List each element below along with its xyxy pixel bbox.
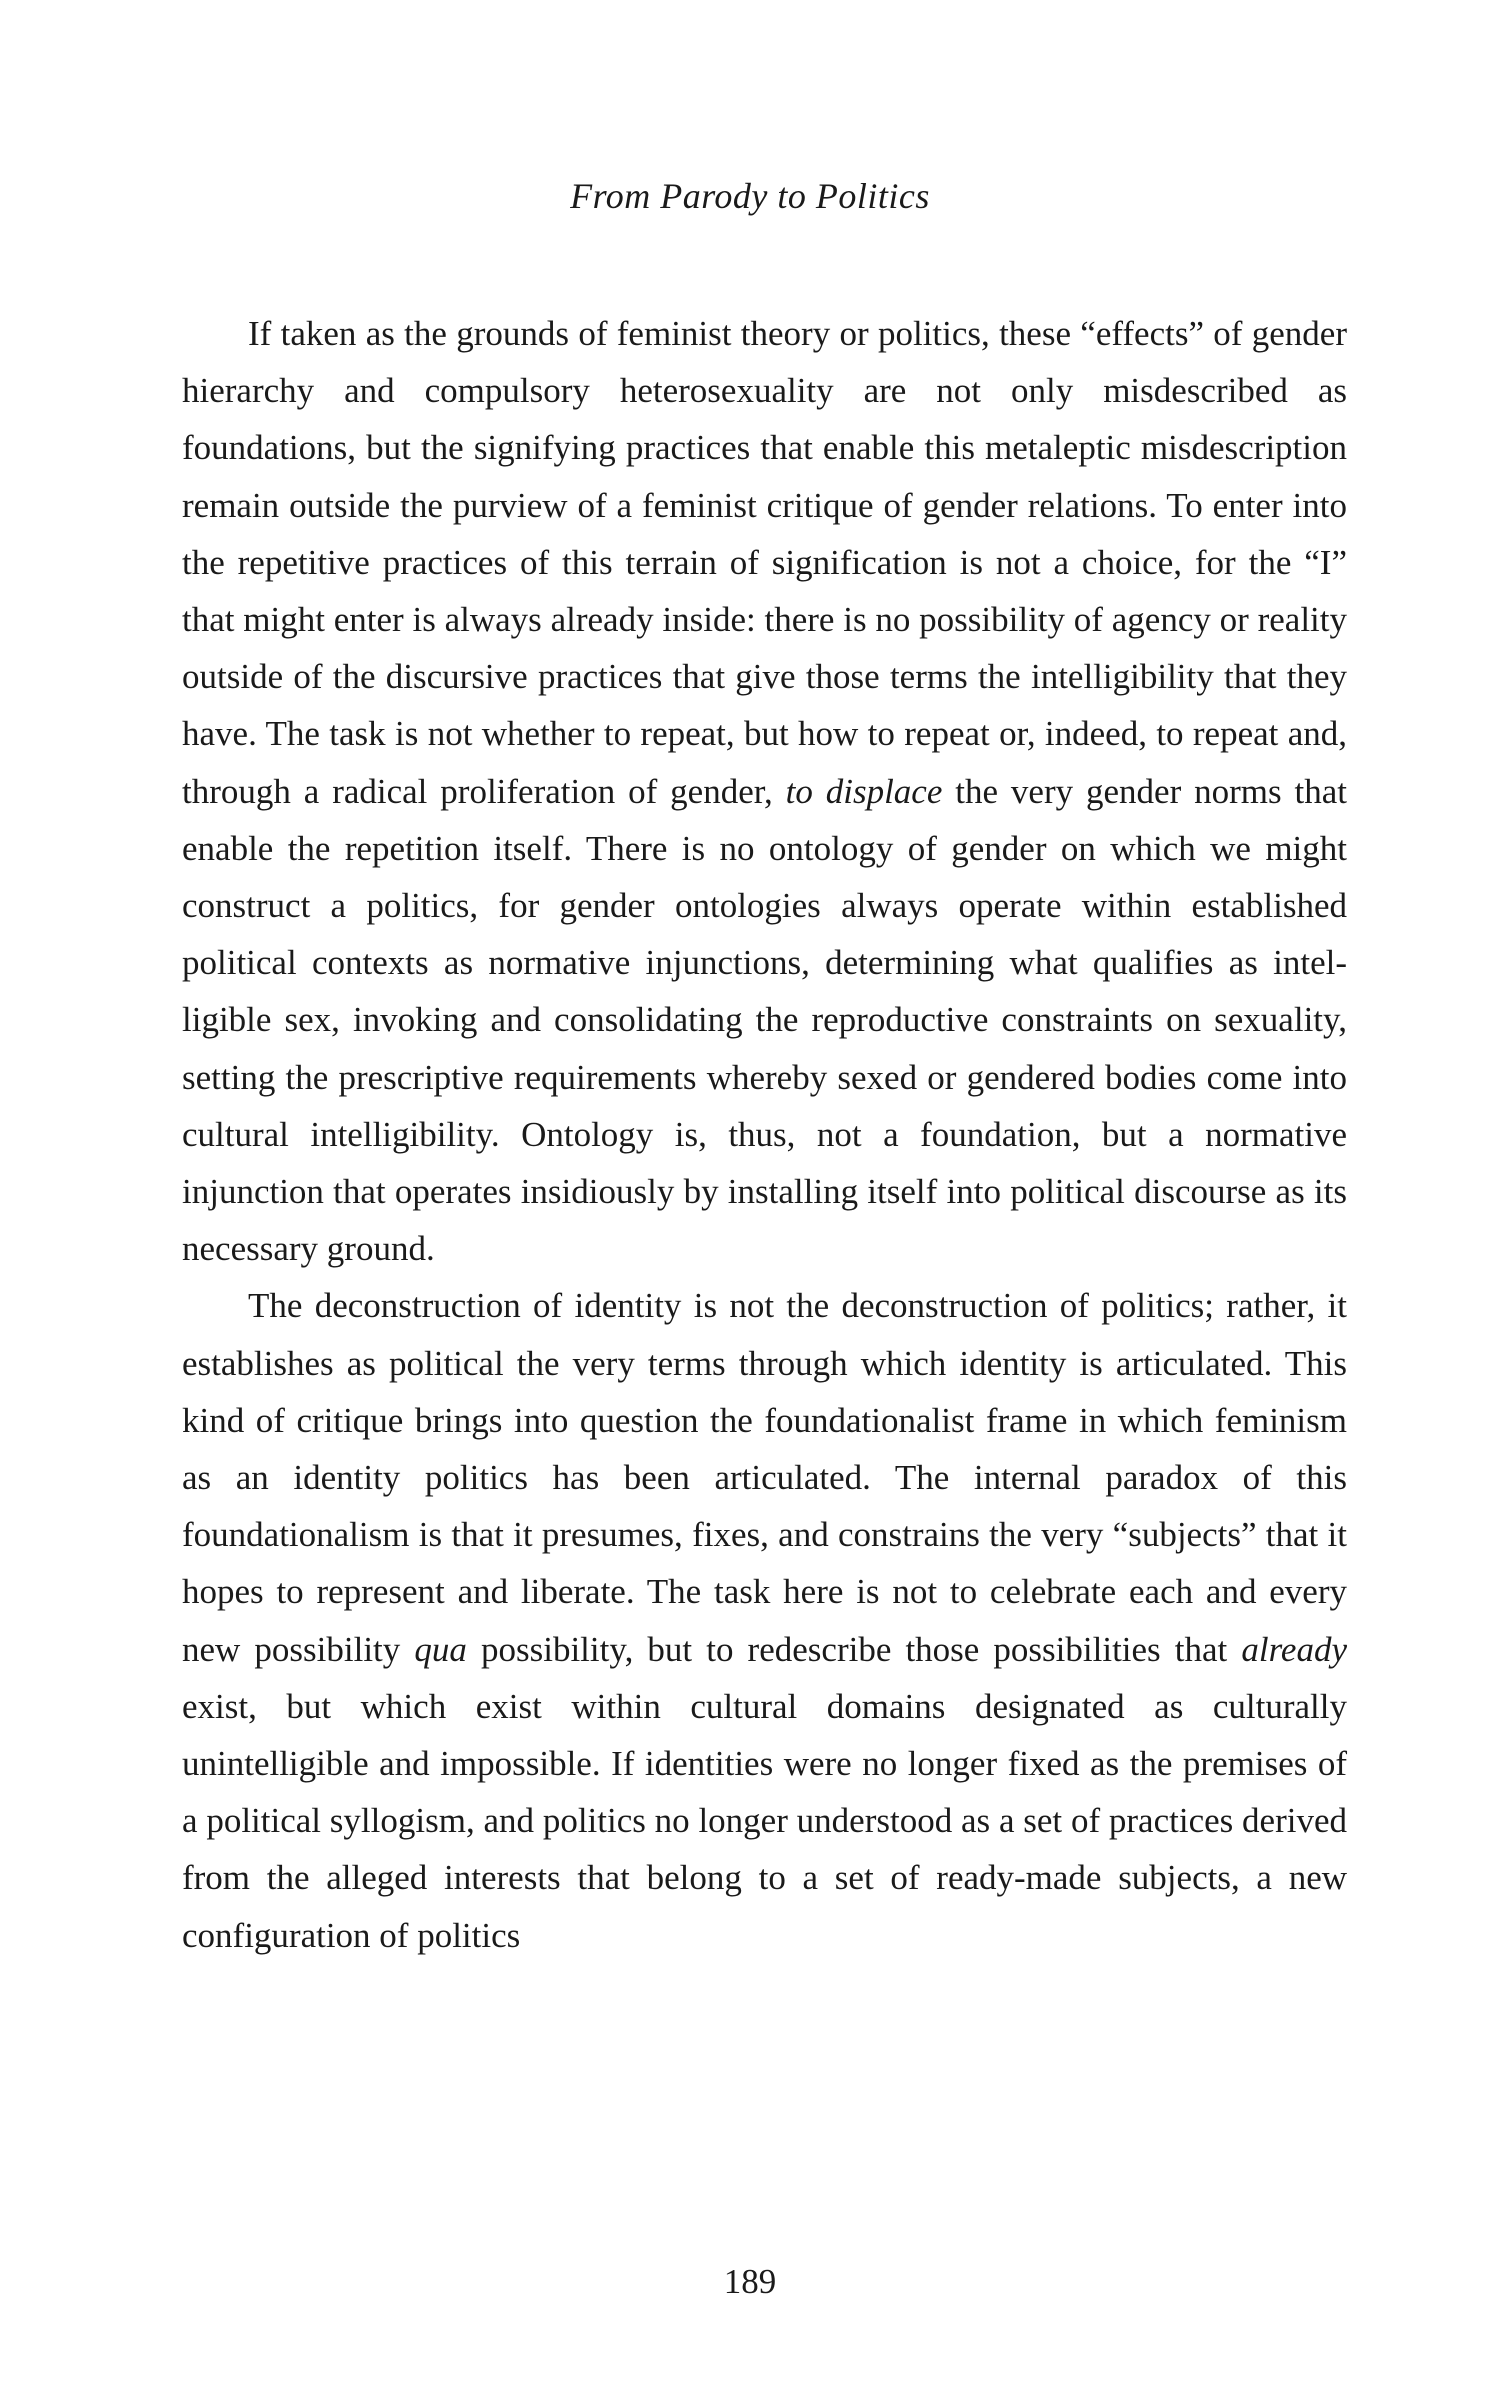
italic-word: already [1241, 1629, 1347, 1669]
text-segment: If taken as the grounds of feminist theory or politics, these “effects” of gender hierarchy and compulsory heterosexuality are not only misdescribed as foundations, but the signifying practices that enable this metaleptic misdescription remain outside the purview of a feminist critique of gender relations. To enter into the repetitive practices of this terrain of signification is not a choice, for the “I” that might enter is always already inside: there is no possibility of agency or reality outside of the discursive practices that give those terms the intelligibility that they have. The task is not whether to repeat, but how to repeat or, indeed, to repeat and, through a radical proliferation of gender, [182, 314, 1347, 811]
paragraph-1 [182, 305, 1347, 1277]
running-head: From Parody to Politics [570, 176, 930, 216]
text-segment: the very gender norms that enable the repetition itself. There is no ontology of gender on which we might construct a politics, for gender ontologies always operate within established political contexts as normative injunctions, determining what qualifies as intelligible sex, invoking and consolidating the reproductive constraints on sexuality, setting the prescriptive requirements whereby sexed or gendered bodies come into cultural intelligibility. Ontology is, thus, not a foundation, but a normative injunction that operates insidiously by installing itself into political discourse as its necessary ground. [182, 771, 1347, 1269]
text-segment: exist, but which exist within cultural domains designated as culturally unintelligible and impossible. If identities were no longer fixed as the premises of a political syllogism, and politics no longer understood as a set of practices derived from the alleged interests that belong to a set of ready-made subjects, a new configuration of politics [182, 1686, 1347, 1955]
body-text [182, 305, 1347, 1964]
text-segment: The deconstruction of identity is not the deconstruction of politics; rather, it establishes as political the very terms through which identity is articulated. This kind of critique brings into question the foundationalist frame in which feminism as an identity politics has been articulated. The internal paradox of this foundationalism is that it presumes, fixes, and constrains the very “subjects” that it hopes to represent and liberate. The task here is not to celebrate each and every new possibility [182, 1286, 1347, 1669]
italic-word: qua [414, 1629, 467, 1669]
italic-phrase: to displace [785, 771, 943, 811]
page-number: 189 [723, 2262, 777, 2301]
paragraph-2 [182, 1277, 1347, 1963]
text-segment: possibility, but to redescribe those possibilities that [466, 1629, 1242, 1669]
